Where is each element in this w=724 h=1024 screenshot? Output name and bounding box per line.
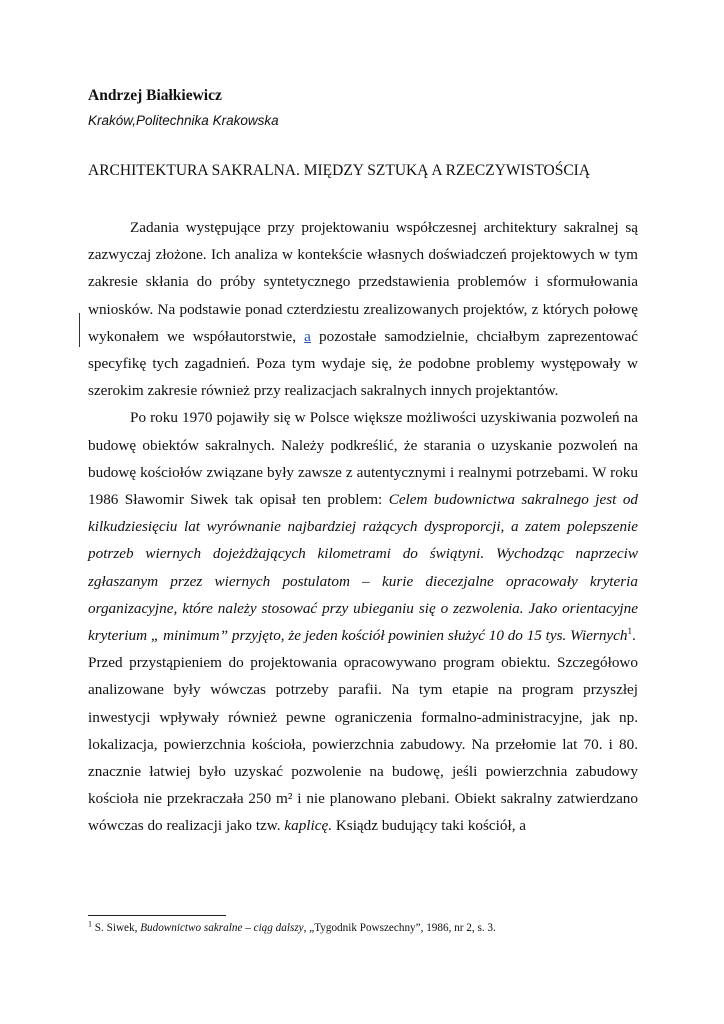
paragraph-3-text: Przed przystąpieniem do projektowania opracowywano program obiektu. Szczegółowo analizowane były wówczas potrzeby parafii. Na tym etapie na program przyszłej inwestycji wpływały również pewne ograniczenia formalno-administracyjne, jak np. lokalizacja, powierzchnia kościoła, powierzchnia zabudowy. Na przełomie lat 70. i 80. znacznie łatwiej było uzyskać pozwolenie na budowę, jeśli powierzchnia zabudowy kościoła nie przekraczała 250 m² i nie planowano plebani. Obiekt sakralny zatwierdzano wówczas do realizacji jako tzw. [88, 654, 638, 835]
footnote-author: S. Siwek, [94, 922, 138, 934]
footnote [88, 919, 496, 934]
paragraph-1-text: Zadania występujące przy projektowaniu współczesnej architektury sakralnej są zazwyczaj złożone. Ich analiza w kontekście własnych doświadczeń projektowych w tym zakresie skłania do próby syntetycznego przedstawienia problemów i sformułowania wniosków. Na podstawie ponad czterdziestu zrealizowanych projektów, z których połowę wykonałem we współautorstwie, [88, 219, 638, 345]
paragraph-3 [88, 649, 638, 839]
paragraph-1 [88, 214, 638, 404]
paragraph-2-end: . [632, 627, 636, 645]
footnote-source: , „Tygodnik Powszechny”, 1986, nr 2, s. 3. [303, 922, 496, 934]
article-title: ARCHITEKTURA SAKRALNA. MIĘDZY SZTUKĄ A RZECZYWISTOŚCIĄ [88, 162, 591, 179]
paragraph-2 [88, 404, 638, 649]
hyperlink-a[interactable]: a [304, 327, 311, 345]
paragraph-3-end: Ksiądz budujący taki kościół, a [335, 817, 527, 835]
paragraph-2-text: Po roku 1970 pojawiły się w Polsce większe możliwości uzyskiwania pozwoleń na budowę obiektów sakralnych. Należy podkreślić, że starania o uzyskanie pozwoleń na budowę kościołów związane były zawsze z autentycznymi i realnymi potrzebami. W roku 1986 Sławomir Siwek tak opisał ten problem: [88, 409, 638, 509]
margin-change-bar [79, 313, 80, 347]
paragraph-1-text-end: pozostałe samodzielnie, chciałbym zaprezentować specyfikę tych zagadnień. Poza tym wydaje się, że podobne problemy występowały w szerokim zakresie również przy realizacjach sakralnych innych projektantów. [88, 327, 639, 400]
siwek-quote: Celem budownictwa sakralnego jest od kilkudziesięciu lat wyrównanie najbardziej rażących dysproporcji, a zatem polepszenie potrzeb wiernych dojeżdżających kilometrami do świątyni. Wychodząc naprzeciw zgłaszanym przez wiernych postulatom – kurie diecezjalne opracowały kryteria organizacyjne, które należy stosować przy ubieganiu się o zezwolenia. Jako orientacyjne kryterium „ minimum” przyjęto, że jeden kościół powinien służyć 10 do 15 tys. Wiernych [88, 491, 639, 645]
footnote-reference[interactable]: 1 [627, 625, 632, 636]
author-affiliation: Kraków,Politechnika Krakowska [88, 113, 279, 128]
article-body [88, 214, 638, 840]
paragraph-3-italic: kaplicę. [284, 817, 333, 835]
footnote-title: Budownictwo sakralne – ciąg dalszy [140, 922, 304, 934]
footnote-number: 1 [88, 919, 92, 929]
author-name: Andrzej Białkiewicz [88, 87, 222, 104]
footnote-separator [88, 915, 226, 916]
